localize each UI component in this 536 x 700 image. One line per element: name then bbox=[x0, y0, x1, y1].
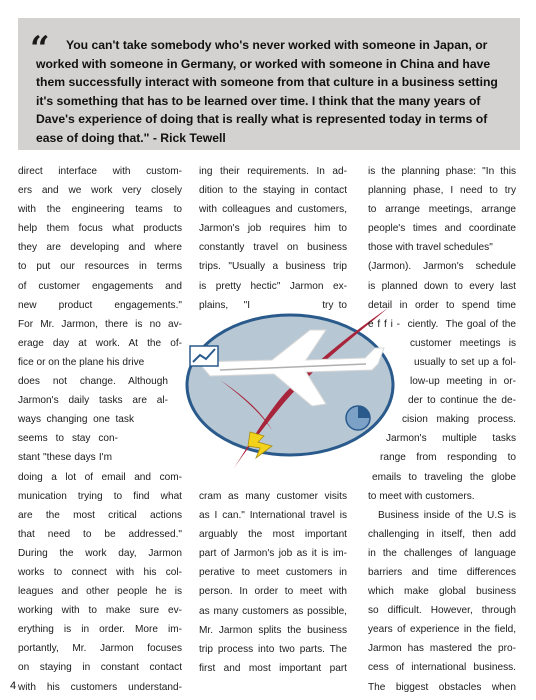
col1-line: doing a lot of email and com- bbox=[18, 471, 182, 483]
col1-line: does not change. Although bbox=[18, 376, 168, 388]
col3-line: usually to set up a fol- bbox=[414, 356, 516, 368]
col2-line: perative to meet customers in bbox=[199, 567, 347, 579]
col2-line: constantly travel on business bbox=[199, 242, 347, 254]
col1-line: stant "these days I'm bbox=[18, 452, 112, 464]
col2-line: person. In order to meet with bbox=[199, 586, 347, 598]
col1-line: erage day at work. At the of- bbox=[18, 337, 182, 349]
col1-line: fice or on the plane his drive bbox=[18, 356, 145, 368]
col1-line: munication trying to find what bbox=[18, 490, 182, 502]
body-column-2-top bbox=[199, 162, 347, 315]
col3-line: years of experience in the field, bbox=[368, 624, 516, 636]
col1-line: Jarmon's daily tasks are al- bbox=[18, 395, 168, 407]
col1-line: with the engineering teams to bbox=[18, 204, 182, 216]
col1-line: working with to make sure ev- bbox=[18, 605, 182, 617]
col3-line: to arrange meetings, arrange bbox=[368, 204, 516, 216]
col1-line: with his customers understand- bbox=[18, 681, 182, 693]
col3-line: which make global business bbox=[368, 586, 516, 598]
col3-line: detail in order to spend time bbox=[368, 299, 516, 311]
col3-line: people's times and coordinate bbox=[368, 223, 516, 235]
col3-line: is the planning phase: "In this bbox=[368, 166, 516, 177]
col1-line: new product engagements." bbox=[18, 299, 182, 311]
col2-line: part of Jarmon's job as it is im- bbox=[199, 548, 347, 560]
quote-mark: “ bbox=[30, 29, 46, 69]
col3-line: those with travel schedules" bbox=[368, 242, 493, 254]
body-column-1 bbox=[18, 162, 182, 697]
col1-line: During the work day, Jarmon bbox=[18, 547, 182, 559]
col2-line: as I can." International travel is bbox=[199, 510, 347, 522]
col1-line: help them focus what products bbox=[18, 223, 182, 235]
col1-line: ers and we work very closely bbox=[18, 185, 182, 197]
col1-line: to put our resources in terms bbox=[18, 261, 182, 273]
col3-line: in the challenges of language bbox=[368, 547, 516, 559]
col3-line: der to continue the de- bbox=[408, 395, 516, 407]
body-column-2-bottom bbox=[199, 487, 347, 678]
col2-line: Jarmon's job requires him to bbox=[199, 223, 347, 235]
col1-line: For Mr. Jarmon, there is no av- bbox=[18, 318, 182, 330]
col1-line: works to connect with his col- bbox=[18, 566, 182, 578]
col1-line: they are developing and where bbox=[18, 242, 182, 254]
col3-line: to meet with customers. bbox=[368, 490, 475, 502]
col2-line: ing their requirements. In ad- bbox=[199, 166, 347, 177]
col2-line: cram as many customer visits bbox=[199, 491, 347, 502]
col2-line: plains, "I try to bbox=[199, 299, 347, 311]
col1-line: portantly, Mr. Jarmon focuses bbox=[18, 643, 182, 655]
col2-line: dition to the staying in contact bbox=[199, 185, 347, 197]
growth-chart-icon bbox=[190, 346, 218, 366]
col2-line: arguably the most important bbox=[199, 529, 347, 541]
pull-quote-text: You can't take somebody who's never worked with someone in Japan, or worked with someone in Germany, or worked with someone in China and have them successfully interact with someone from that culture in a business setting it's something that has to be learned over time. I think that the many years of Dave's experience of doing that is really what is represented today in terms of ease of doing that." - Rick Tewell bbox=[36, 38, 498, 145]
col2-line: trip process into two parts. The bbox=[199, 643, 347, 655]
col3-line: Jarmon's multiple tasks bbox=[386, 433, 516, 445]
col3-line: cess of international business. bbox=[368, 662, 516, 674]
col3-line: The biggest obstacles when bbox=[368, 681, 516, 693]
col1-line: erything is in order. More im- bbox=[18, 624, 182, 636]
col3-line: barriers and time differences bbox=[368, 566, 516, 578]
col3-line: is planned down to every last bbox=[368, 280, 516, 292]
col3-line: low-up meeting in or- bbox=[410, 376, 516, 388]
col2-line: is pretty hectic" Jarmon ex- bbox=[199, 280, 347, 292]
col3-line: (Jarmon). Jarmon's schedule bbox=[368, 261, 516, 273]
col3-line: challenging in itself, then add bbox=[368, 528, 516, 540]
col3-line: customer meetings is bbox=[410, 337, 516, 349]
col1-line: seems to stay con- bbox=[18, 433, 118, 445]
col2-line: Mr. Jarmon splits the business bbox=[199, 624, 347, 636]
col1-line: on staying in constant contact bbox=[18, 662, 182, 674]
col3-line: Jarmon has mastered the pro- bbox=[368, 643, 516, 655]
col2-line: first and most important part bbox=[199, 662, 347, 674]
col3-line: planning phase, I need to try bbox=[368, 185, 516, 197]
col3-line: cision making process. bbox=[402, 414, 516, 426]
col2-line: trips. "Usually a business trip bbox=[199, 261, 347, 273]
col1-line: direct interface with custom- bbox=[18, 166, 182, 177]
col3-line: e f f i - ciently. The goal of the bbox=[368, 318, 516, 330]
col3-line: emails to traveling the globe bbox=[372, 471, 516, 483]
col3-line: so difficult. However, through bbox=[368, 605, 516, 617]
col2-line: as many customers as possible, bbox=[199, 605, 347, 617]
col3-line: Business inside of the U.S is bbox=[378, 509, 516, 521]
col1-line: ways changing one task bbox=[18, 414, 134, 426]
col1-line: that need to be addressed." bbox=[18, 528, 182, 540]
col1-line: leagues and other people he is bbox=[18, 586, 182, 598]
pie-chart-icon bbox=[346, 406, 370, 430]
col2-line: with colleagues and customers, bbox=[199, 204, 347, 216]
col1-line: of customer engagements and bbox=[18, 280, 182, 292]
col3-line: range from responding to bbox=[380, 452, 516, 464]
page-number: 4 bbox=[10, 680, 17, 692]
col1-line: are the most critical actions bbox=[18, 509, 182, 521]
body-column-3 bbox=[368, 162, 516, 697]
